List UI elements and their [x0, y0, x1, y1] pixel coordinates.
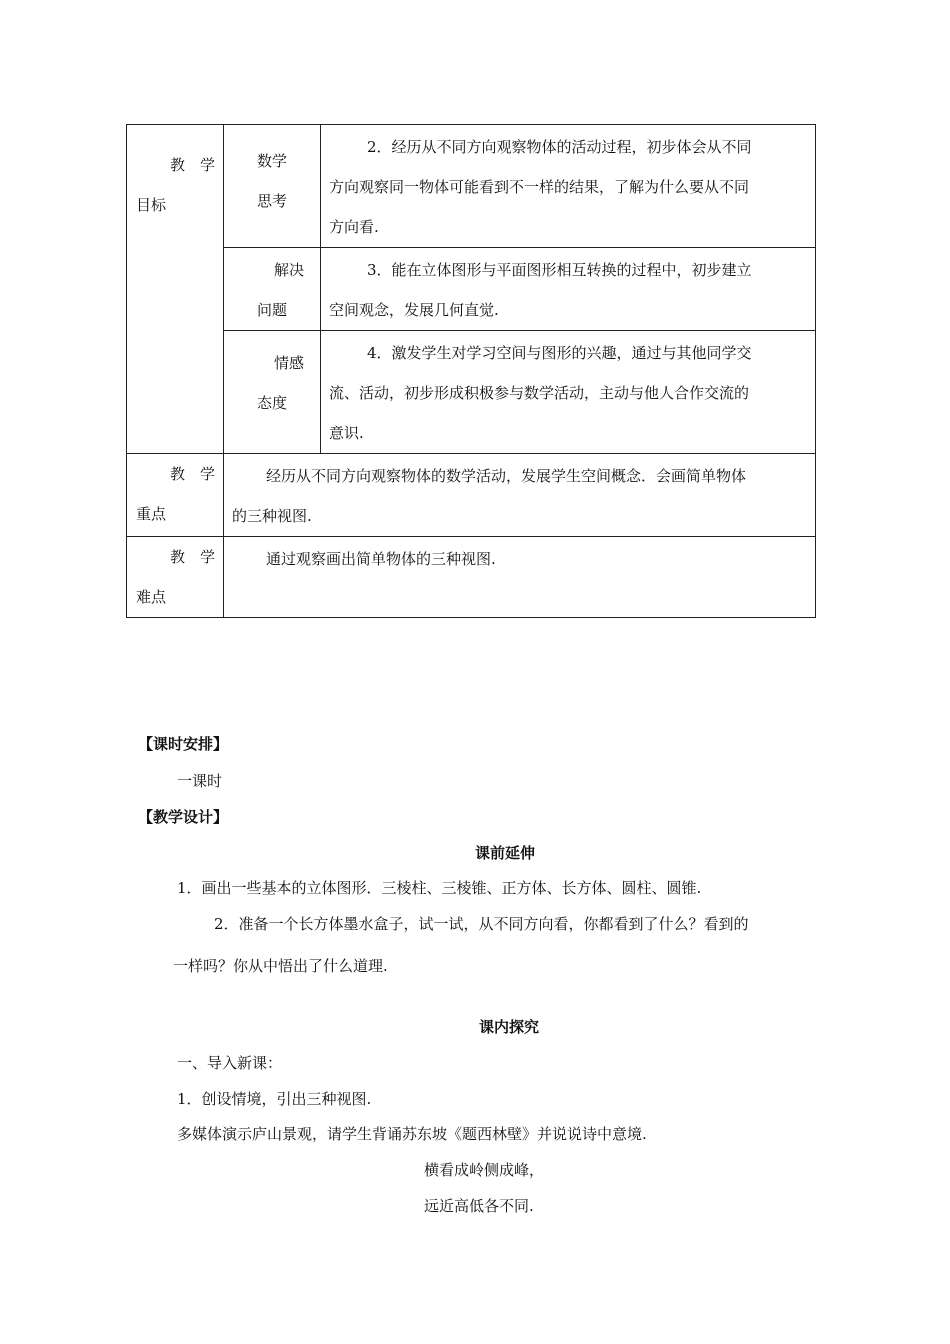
key-points-label-line2: 重点 [136, 505, 167, 523]
poem-line1: 横看成岭侧成峰， [424, 1161, 545, 1179]
content-line: 方向观察同一物体可能看到不一样的结果，了解为什么要从不同 [329, 178, 750, 196]
in-class-title: 课内探究 [478, 1018, 539, 1036]
content-line: 2．经历从不同方向观察物体的活动过程，初步体会从不同 [367, 138, 752, 156]
objectives-label-line2: 目标 [136, 196, 167, 214]
content-line: 3．能在立体图形与平面图形相互转换的过程中，初步建立 [367, 261, 752, 279]
difficulties-content-cell [224, 537, 816, 618]
difficulties-label-line2: 难点 [136, 588, 167, 606]
key-points-label-line1: 教 学 [169, 465, 215, 483]
problem-solving-label-cell [224, 248, 321, 331]
objectives-label-line1: 教 学 [169, 156, 215, 174]
schedule-heading: 【课时安排】 [138, 735, 229, 753]
key-points-label-cell [127, 454, 224, 537]
content-line: 空间观念，发展几何直觉. [329, 301, 499, 319]
difficulties-label-line1: 教 学 [169, 548, 215, 566]
problem-solving-content-cell [321, 248, 816, 331]
sub-label-line2: 问题 [256, 301, 287, 319]
in-class-step1-desc: 多媒体演示庐山景观，请学生背诵苏东坡《题西林壁》并说说诗中意境. [177, 1125, 647, 1143]
sub-label-line2: 态度 [256, 394, 287, 412]
emotion-attitude-content-cell [321, 331, 816, 454]
content-line: 通过观察画出简单物体的三种视图. [266, 550, 496, 568]
math-thinking-label-cell [224, 125, 321, 248]
in-class-section1: 一、导入新课： [177, 1054, 283, 1072]
poem-line2: 远近高低各不同. [424, 1197, 534, 1215]
difficulties-label-cell [127, 537, 224, 618]
pre-class-item2-line1: 2．准备一个长方体墨水盒子，试一试，从不同方向看，你都看到了什么？看到的 [214, 915, 749, 933]
in-class-step1: 1．创设情境，引出三种视图. [177, 1090, 372, 1108]
design-heading: 【教学设计】 [138, 808, 229, 826]
key-points-content-cell [224, 454, 816, 537]
content-line: 的三种视图. [232, 507, 312, 525]
objectives-label-cell [127, 125, 224, 454]
content-line: 流、活动，初步形成积极参与数学活动，主动与他人合作交流的 [329, 384, 750, 402]
schedule-value: 一课时 [177, 772, 223, 790]
content-line: 4．激发学生对学习空间与图形的兴趣，通过与其他同学交 [367, 344, 752, 362]
pre-class-item2-line2: 一样吗？你从中悟出了什么道理. [173, 957, 388, 975]
content-line: 意识. [329, 424, 364, 442]
emotion-attitude-label-cell [224, 331, 321, 454]
sub-label-line1: 数学 [256, 152, 287, 170]
sub-label-line2: 思考 [256, 192, 287, 210]
teaching-goals-table [126, 124, 816, 618]
pre-class-item1: 1．画出一些基本的立体图形．三棱柱、三棱锥、正方体、长方体、圆柱、圆锥. [177, 879, 702, 897]
sub-label-line1: 解决 [273, 261, 304, 279]
sub-label-line1: 情感 [273, 354, 304, 372]
pre-class-title: 课前延伸 [474, 844, 535, 862]
content-line: 经历从不同方向观察物体的数学活动，发展学生空间概念．会画简单物体 [266, 467, 747, 485]
content-line: 方向看. [329, 218, 379, 236]
math-thinking-content-cell [321, 125, 816, 248]
